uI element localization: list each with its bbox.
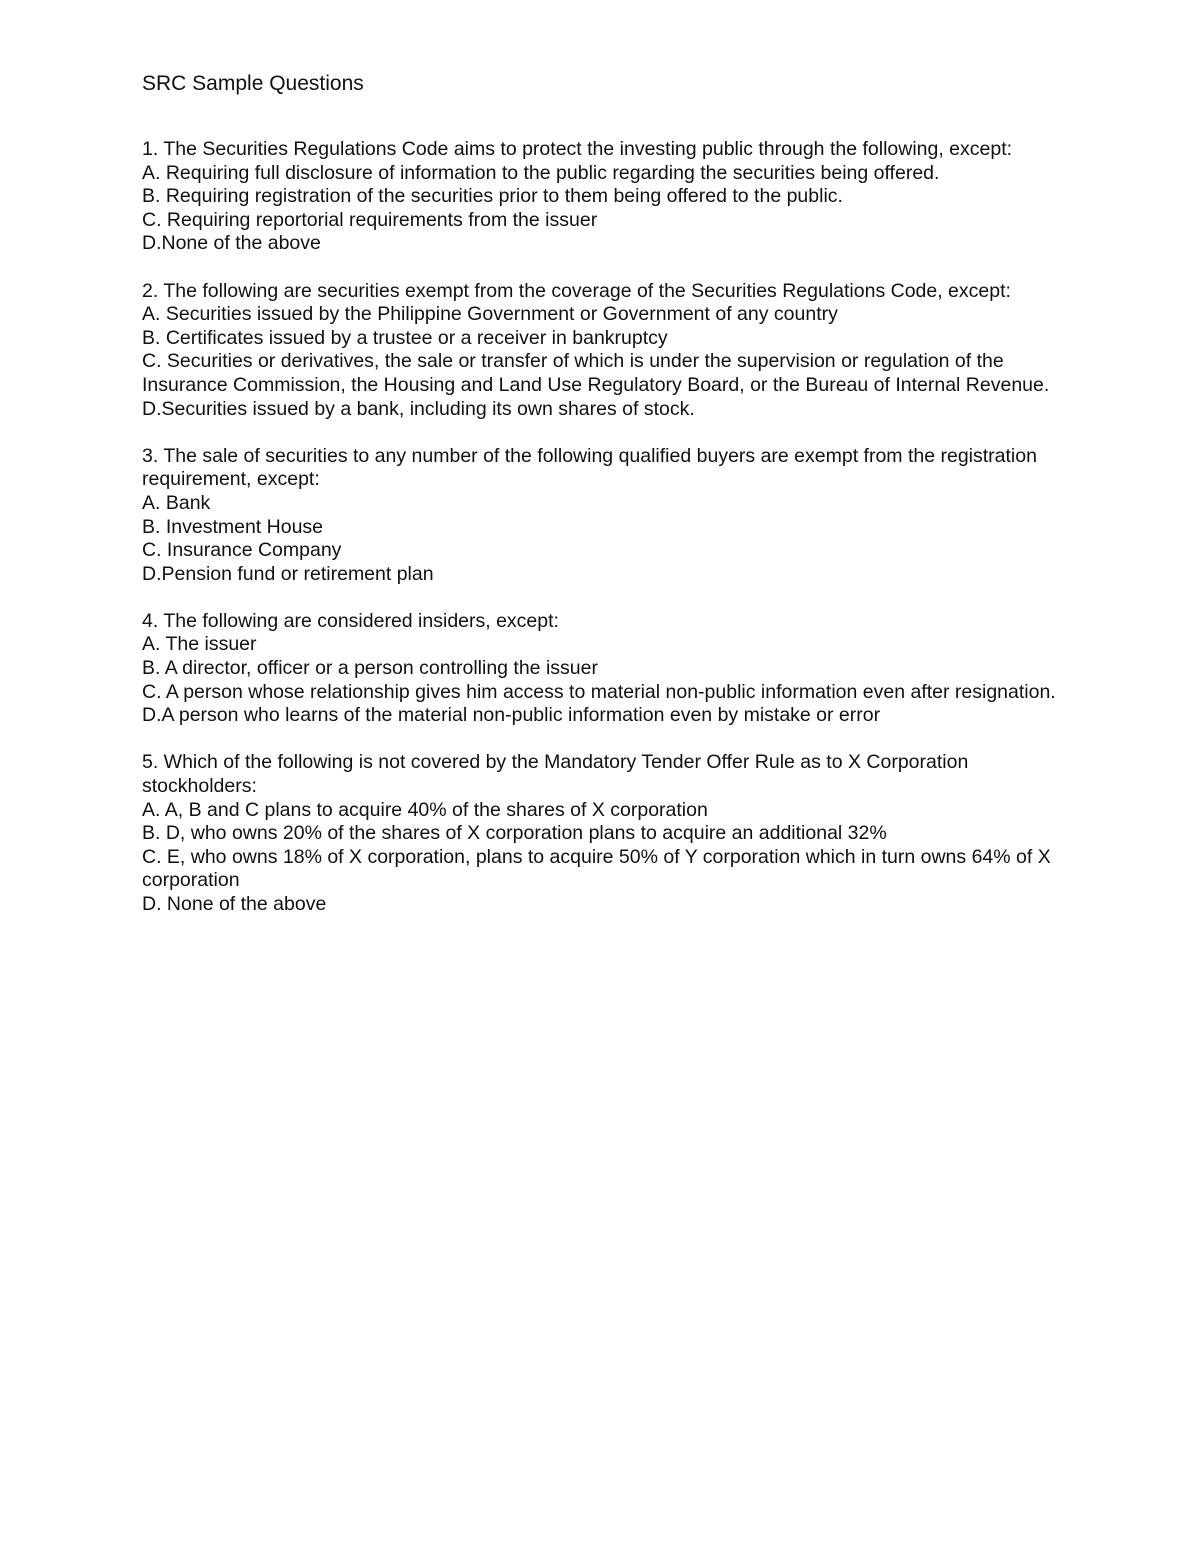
document-title: SRC Sample Questions [142,72,364,95]
option-c: C. Securities or derivatives, the sale or transfer of which is under the supervision or regulation of the Insurance Commission, the Housing and Land Use Regulatory Board, or the Bureau of Internal Revenue. [142,350,1050,396]
question-stem: 3. The sale of securities to any number of the following qualified buyers are exempt from the registration requirement, except: [142,444,1037,491]
question-1 [142,138,1072,256]
question-5 [142,751,1072,916]
option-c: C. Insurance Company [142,539,342,562]
option-b: B. A director, officer or a person controlling the issuer [142,657,598,680]
option-b: B. Requiring registration of the securities prior to them being offered to the public. [142,185,843,208]
option-b: B. Certificates issued by a trustee or a receiver in bankruptcy [142,326,668,349]
option-c: C. A person whose relationship gives him access to material non-public information even after resignation. [142,680,1056,703]
option-d: D. None of the above [142,893,327,915]
option-a: A. Securities issued by the Philippine Government or Government of any country [142,303,838,326]
option-c: C. E, who owns 18% of X corporation, plans to acquire 50% of Y corporation which in turn owns 64% of X corporation [142,845,1051,892]
question-3 [142,445,1072,587]
option-b: B. D, who owns 20% of the shares of X corporation plans to acquire an additional 32% [142,822,887,845]
question-2 [142,280,1072,422]
option-a: A. Requiring full disclosure of information to the public regarding the securities being offered. [142,161,940,184]
option-d: D.Securities issued by a bank, including its own shares of stock. [142,397,695,420]
option-a: A. The issuer [142,633,257,656]
option-a: A. A, B and C plans to acquire 40% of the shares of X corporation [142,798,708,821]
option-d: D.Pension fund or retirement plan [142,562,434,585]
option-d: D.A person who learns of the material non-public information even by mistake or error [142,704,881,727]
option-a: A. Bank [142,491,211,514]
document-page [142,70,1072,940]
option-d: D.None of the above [142,232,321,255]
question-4 [142,610,1072,728]
question-stem: 2. The following are securities exempt from the coverage of the Securities Regulations Code, except: [142,279,1011,302]
question-stem: 4. The following are considered insiders, except: [142,609,559,632]
question-stem: 5. Which of the following is not covered by the Mandatory Tender Offer Rule as to X Corporation stockholders: [142,751,969,798]
question-stem: 1. The Securities Regulations Code aims to protect the investing public through the following, except: [142,138,1013,160]
option-c: C. Requiring reportorial requirements from the issuer [142,208,598,231]
option-b: B. Investment House [142,515,324,538]
